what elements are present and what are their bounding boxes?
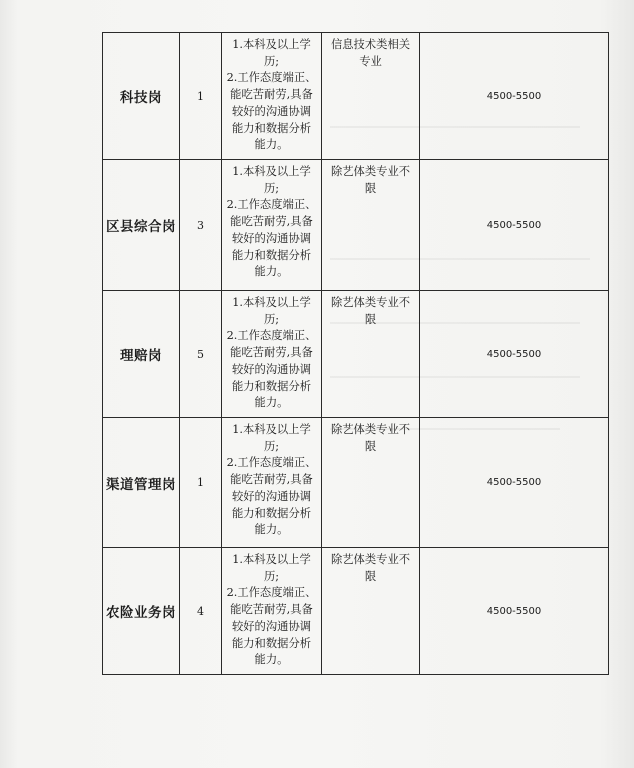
requirements-cell xyxy=(222,418,322,548)
requirement-line: 1.本科及以上学 xyxy=(232,296,311,309)
requirements-cell xyxy=(222,160,322,291)
position-title: 理赔岗 xyxy=(103,291,180,418)
requirement-line: 能力和数据分析 xyxy=(231,636,312,650)
position-title: 科技岗 xyxy=(103,33,180,160)
job-positions-table xyxy=(102,32,609,675)
major-cell xyxy=(322,548,420,675)
table-row xyxy=(103,291,609,418)
requirement-line: 历; xyxy=(263,54,280,68)
requirement-line: 能力。 xyxy=(254,138,289,152)
requirement-line: 能力和数据分析 xyxy=(231,121,312,135)
requirement-line: 1.本科及以上学 xyxy=(232,165,311,178)
major-requirement: 除艺体类专业不限 xyxy=(330,165,411,195)
requirement-line: 较好的沟通协调 xyxy=(231,104,312,118)
requirement-line: 历; xyxy=(263,181,280,195)
salary-range: 4500-5500 xyxy=(420,33,609,160)
requirement-line: 能力和数据分析 xyxy=(231,379,312,393)
requirements-cell xyxy=(222,548,322,675)
headcount: 1 xyxy=(180,33,222,160)
requirement-line: 历; xyxy=(263,439,280,453)
requirement-line: 能吃苦耐劳,具备 xyxy=(230,215,313,229)
requirement-line: 历; xyxy=(263,312,280,326)
position-title: 渠道管理岗 xyxy=(103,418,180,548)
major-cell xyxy=(322,291,420,418)
major-requirement: 除艺体类专业不限 xyxy=(330,296,411,326)
requirement-line: 2.工作态度端正、 xyxy=(226,586,317,600)
salary-range: 4500-5500 xyxy=(420,418,609,548)
requirement-line: 能力。 xyxy=(254,265,289,279)
table-row xyxy=(103,33,609,160)
headcount: 4 xyxy=(180,548,222,675)
requirement-line: 较好的沟通协调 xyxy=(231,231,312,245)
major-requirement: 信息技术类相关专业 xyxy=(330,38,411,68)
requirement-line: 历; xyxy=(263,569,280,583)
requirement-line: 2.工作态度端正、 xyxy=(226,329,317,343)
requirement-line: 1.本科及以上学 xyxy=(232,423,311,436)
position-title: 区县综合岗 xyxy=(103,160,180,291)
salary-range: 4500-5500 xyxy=(420,291,609,418)
major-requirement: 除艺体类专业不限 xyxy=(330,553,411,583)
major-cell xyxy=(322,33,420,160)
salary-range: 4500-5500 xyxy=(420,548,609,675)
requirement-line: 能力。 xyxy=(254,396,289,410)
requirement-line: 2.工作态度端正、 xyxy=(226,71,317,85)
requirement-line: 2.工作态度端正、 xyxy=(226,456,317,470)
major-requirement: 除艺体类专业不限 xyxy=(330,423,411,453)
headcount: 5 xyxy=(180,291,222,418)
requirement-line: 能力和数据分析 xyxy=(231,506,312,520)
requirement-line: 能吃苦耐劳,具备 xyxy=(230,88,313,102)
requirement-line: 能力和数据分析 xyxy=(231,248,312,262)
requirement-line: 2.工作态度端正、 xyxy=(226,198,317,212)
requirement-line: 1.本科及以上学 xyxy=(232,553,311,566)
salary-range: 4500-5500 xyxy=(420,160,609,291)
requirement-line: 能力。 xyxy=(254,523,289,537)
requirement-line: 较好的沟通协调 xyxy=(231,489,312,503)
requirement-line: 较好的沟通协调 xyxy=(231,619,312,633)
major-cell xyxy=(322,160,420,291)
requirement-line: 1.本科及以上学 xyxy=(232,38,311,51)
table-row xyxy=(103,418,609,548)
major-cell xyxy=(322,418,420,548)
requirement-line: 能吃苦耐劳,具备 xyxy=(230,473,313,487)
table-row xyxy=(103,160,609,291)
requirement-line: 较好的沟通协调 xyxy=(231,362,312,376)
table-row xyxy=(103,548,609,675)
requirement-line: 能吃苦耐劳,具备 xyxy=(230,603,313,617)
requirements-cell xyxy=(222,291,322,418)
headcount: 3 xyxy=(180,160,222,291)
position-title: 农险业务岗 xyxy=(103,548,180,675)
requirements-cell xyxy=(222,33,322,160)
requirement-line: 能吃苦耐劳,具备 xyxy=(230,346,313,360)
headcount: 1 xyxy=(180,418,222,548)
requirement-line: 能力。 xyxy=(254,653,289,667)
